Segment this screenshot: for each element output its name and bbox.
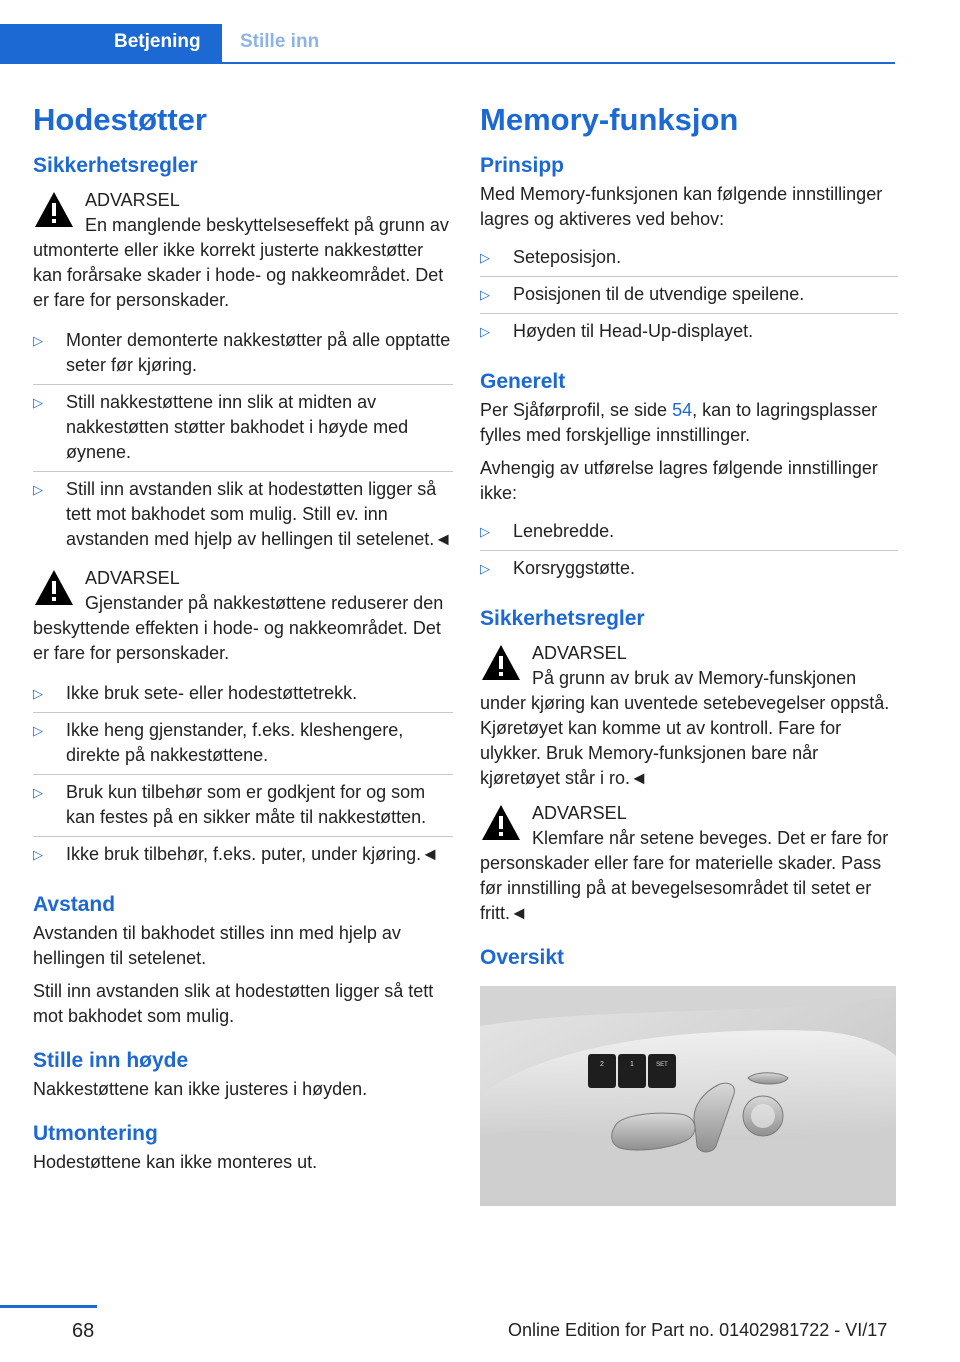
paragraph: Still inn avstanden slik at hodestøtten ligger så tett mot bakhodet som mulig. bbox=[33, 981, 434, 1026]
warning-block bbox=[33, 566, 453, 666]
warning-text: Klemfare når setene beveges. Det er fare for personskader eller fare for materielle skader. Pass før innstilling på at bevegelsesområdet til setet er fritt.◄ bbox=[480, 828, 889, 923]
heading-avstand: Avstand bbox=[33, 893, 116, 916]
heading-sikkerhetsregler: Sikkerhetsregler bbox=[33, 154, 198, 177]
seat-controls-photo bbox=[480, 986, 896, 1206]
list-item: ▷ Bruk kun tilbehør som er godkjent for og som kan festes på en sikker måte til nakkestøtten. bbox=[33, 775, 453, 837]
list-item: ▷ Ikke bruk tilbehør, f.eks. puter, under kjøring.◄ bbox=[33, 837, 453, 873]
list-accessory-rules bbox=[33, 676, 453, 873]
list-item: ▷ Seteposisjon. bbox=[480, 240, 898, 277]
left-column bbox=[33, 100, 453, 1183]
heading-oversikt: Oversikt bbox=[480, 946, 565, 969]
memory-button-set: SET bbox=[656, 1062, 668, 1068]
page-number: 68 bbox=[72, 1320, 95, 1342]
list-item: ▷ Ikke heng gjenstander, f.eks. kleshengere, direkte på nakkestøttene. bbox=[33, 713, 453, 775]
paragraph: Per Sjåførprofil, se side 54, kan to lagringsplasser fylles med forskjellige innstillinger. bbox=[480, 400, 878, 445]
right-column bbox=[480, 100, 898, 1206]
warning-icon bbox=[480, 643, 522, 683]
list-safety-rules bbox=[33, 323, 453, 558]
warning-title: ADVARSEL bbox=[532, 803, 627, 823]
list-item: ▷ Ikke bruk sete- eller hodestøttetrekk. bbox=[33, 676, 453, 713]
heading-utmontering: Utmontering bbox=[33, 1122, 158, 1145]
page-link[interactable]: 54 bbox=[672, 400, 693, 420]
footer-rule bbox=[0, 1305, 97, 1308]
triangle-bullet-icon: ▷ bbox=[480, 250, 490, 265]
memory-buttons bbox=[588, 1054, 676, 1088]
list-item: ▷ Still inn avstanden slik at hodestøtten ligger så tett mot bakhodet som mulig. Still ev. inn avstanden med hjelp av hellingen til setelenet.◄ bbox=[33, 479, 453, 549]
section-title-memory: Memory-funksjon bbox=[480, 102, 739, 137]
warning-icon bbox=[480, 803, 522, 843]
triangle-bullet-icon: ▷ bbox=[480, 287, 490, 302]
paragraph: Nakkestøttene kan ikke justeres i høyden. bbox=[33, 1079, 368, 1099]
triangle-bullet-icon: ▷ bbox=[33, 785, 43, 800]
list-item: ▷ Monter demonterte nakkestøtter på alle opptatte seter før kjøring. bbox=[33, 323, 453, 385]
paragraph: Avhengig av utførelse lagres følgende innstillinger ikke: bbox=[480, 458, 878, 503]
seat-controls-illustration bbox=[480, 986, 896, 1206]
paragraph: Avstanden til bakhodet stilles inn med hjelp av hellingen til setelenet. bbox=[33, 923, 401, 968]
warning-icon bbox=[33, 190, 75, 230]
triangle-bullet-icon: ▷ bbox=[33, 333, 43, 348]
list-item: ▷ Korsryggstøtte. bbox=[480, 551, 898, 587]
section-title-hodestotter: Hodestøtter bbox=[33, 102, 207, 137]
warning-title: ADVARSEL bbox=[85, 568, 180, 588]
paragraph: Hodestøttene kan ikke monteres ut. bbox=[33, 1152, 318, 1172]
warning-title: ADVARSEL bbox=[532, 643, 627, 663]
triangle-bullet-icon: ▷ bbox=[480, 324, 490, 339]
list-not-stored bbox=[480, 514, 898, 587]
memory-button-1: 1 bbox=[630, 1061, 634, 1068]
tab-stille-inn[interactable]: Stille inn bbox=[240, 31, 320, 52]
memory-button-2: 2 bbox=[600, 1061, 604, 1068]
warning-title: ADVARSEL bbox=[85, 190, 180, 210]
triangle-bullet-icon: ▷ bbox=[33, 482, 43, 497]
warning-block bbox=[33, 188, 453, 313]
edition-text: Online Edition for Part no. 01402981722 - VI/17 bbox=[508, 1320, 888, 1340]
heading-stille-inn-hoyde: Stille inn høyde bbox=[33, 1049, 189, 1072]
triangle-bullet-icon: ▷ bbox=[33, 395, 43, 410]
triangle-bullet-icon: ▷ bbox=[33, 723, 43, 738]
warning-block bbox=[480, 641, 898, 791]
warning-icon bbox=[33, 568, 75, 608]
triangle-bullet-icon: ▷ bbox=[480, 561, 490, 576]
warning-block bbox=[480, 801, 898, 926]
list-stored-settings bbox=[480, 240, 898, 350]
heading-prinsipp: Prinsipp bbox=[480, 154, 565, 177]
warning-text: Gjenstander på nakkestøttene reduserer den beskyttende effekten i hode- og nakkeområdet. Det er fare for personskader. bbox=[33, 593, 444, 663]
header-tabs bbox=[0, 24, 895, 64]
paragraph: Med Memory-funksjonen kan følgende innstillinger lagres og aktiveres ved behov: bbox=[480, 184, 883, 229]
heading-sikkerhetsregler: Sikkerhetsregler bbox=[480, 607, 645, 630]
triangle-bullet-icon: ▷ bbox=[33, 847, 43, 862]
list-item: ▷ Still nakkestøttene inn slik at midten av nakkestøtten støtter bakhodet i høyde med øynene. bbox=[33, 385, 453, 472]
warning-text: På grunn av bruk av Memory-funskjonen under kjøring kan uventede setebevegelser oppstå. Kjøretøyet kan komme ut av kontroll. Fare for ulykker. Bruk Memory-funksjonen bare når kjøretøyet står i ro.◄ bbox=[480, 668, 890, 788]
list-item: ▷ Lenebredde. bbox=[480, 514, 898, 551]
heading-generelt: Generelt bbox=[480, 370, 566, 393]
triangle-bullet-icon: ▷ bbox=[480, 524, 490, 539]
triangle-bullet-icon: ▷ bbox=[33, 686, 43, 701]
warning-text: En manglende beskyttelseseffekt på grunn av utmonterte eller ikke korrekt justerte nakkestøtter kan forårsake skader i hode- og nakkeområdet. Det er fare for personskader. bbox=[33, 215, 449, 310]
list-item: ▷ Høyden til Head-Up-displayet. bbox=[480, 314, 898, 350]
tab-betjening[interactable]: Betjening bbox=[0, 24, 222, 62]
list-item: ▷ Posisjonen til de utvendige speilene. bbox=[480, 277, 898, 314]
